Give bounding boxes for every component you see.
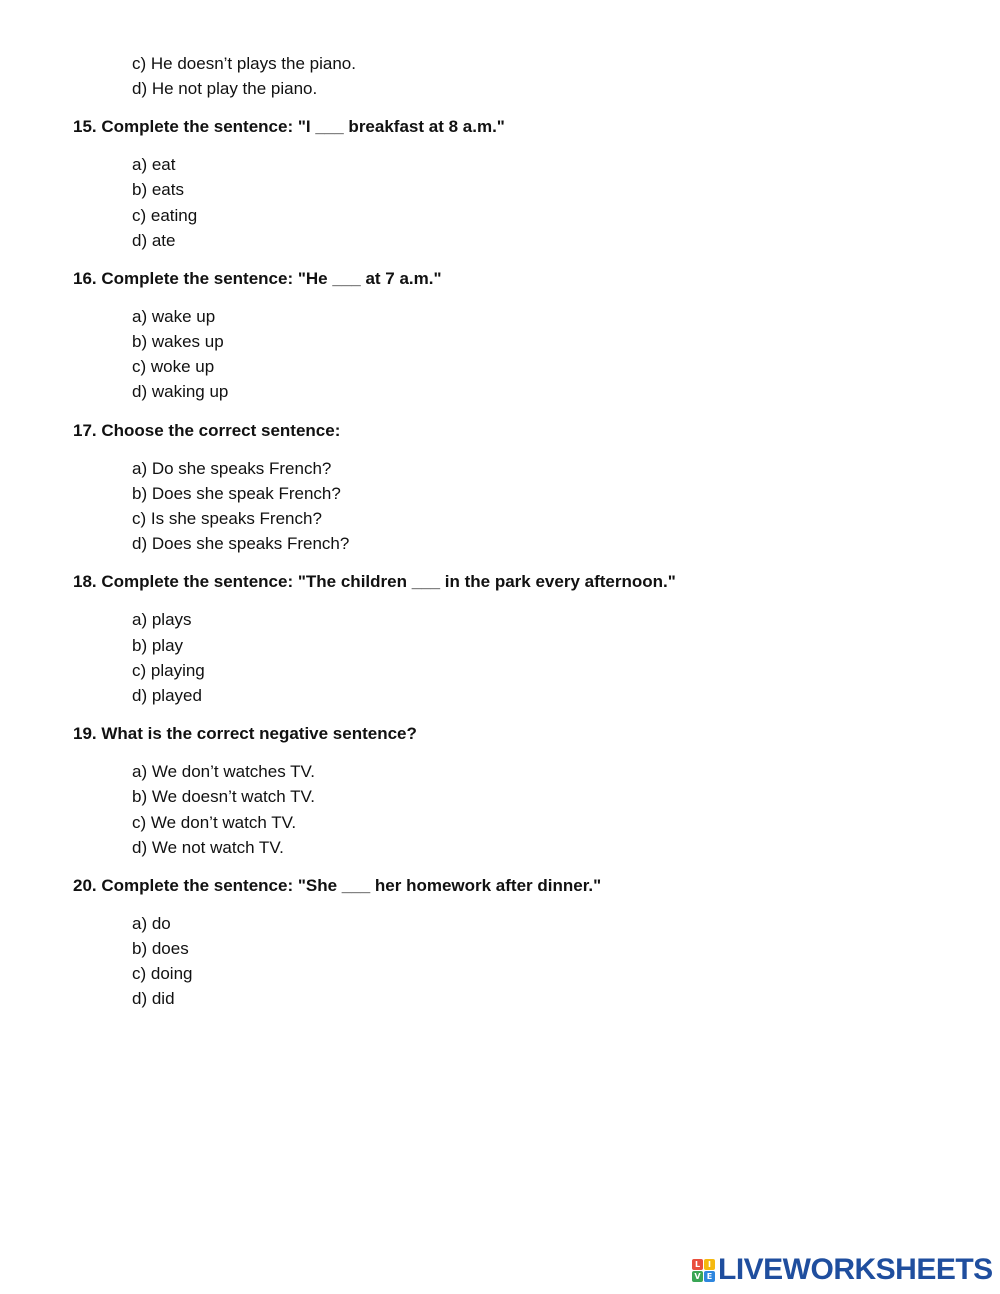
question-17-option-c: c) Is she speaks French? <box>132 509 322 528</box>
question-15-option-c: c) eating <box>132 206 198 225</box>
question-18-prompt: 18. Complete the sentence: "The children ___ in the park every afternoon." <box>73 572 676 591</box>
question-15-prompt: 15. Complete the sentence: "I ___ breakfast at 8 a.m." <box>73 117 505 136</box>
question-19-option-a: a) We don’t watches TV. <box>132 762 316 781</box>
question-19-option-b: b) We doesn’t watch TV. <box>132 787 316 806</box>
carryover-option-d: d) He not play the piano. <box>132 79 318 98</box>
question-17-option-b: b) Does she speak French? <box>132 484 341 503</box>
logo-tile-v: V <box>692 1271 703 1282</box>
question-18-option-b: b) play <box>132 636 184 655</box>
question-19-prompt: 19. What is the correct negative sentence? <box>73 724 417 743</box>
logo-tile-i: I <box>704 1259 715 1270</box>
question-20-option-d: d) did <box>132 989 175 1008</box>
question-16-option-c: c) woke up <box>132 357 215 376</box>
logo-tile-l: L <box>692 1259 703 1270</box>
question-17-option-a: a) Do she speaks French? <box>132 459 332 478</box>
question-20-prompt: 20. Complete the sentence: "She ___ her homework after dinner." <box>73 876 602 895</box>
question-16-option-a: a) wake up <box>132 307 216 326</box>
question-18-option-a: a) plays <box>132 610 192 629</box>
question-16-option-d: d) waking up <box>132 382 229 401</box>
question-18-option-d: d) played <box>132 686 202 705</box>
carryover-option-c: c) He doesn’t plays the piano. <box>132 54 356 73</box>
question-20-option-b: b) does <box>132 939 189 958</box>
question-17-option-d: d) Does she speaks French? <box>132 534 350 553</box>
liveworksheets-logo <box>692 1255 993 1285</box>
logo-wordmark: LIVEWORKSHEETS <box>718 1253 993 1286</box>
question-19-option-d: d) We not watch TV. <box>132 838 284 857</box>
logo-mark-icon <box>692 1259 715 1282</box>
question-16-option-b: b) wakes up <box>132 332 224 351</box>
question-18-option-c: c) playing <box>132 661 205 680</box>
logo-tile-e: E <box>704 1271 715 1282</box>
question-19-option-c: c) We don’t watch TV. <box>132 813 297 832</box>
question-15-option-a: a) eat <box>132 155 176 174</box>
question-20-option-c: c) doing <box>132 964 193 983</box>
question-20-option-a: a) do <box>132 914 171 933</box>
question-15-option-d: d) ate <box>132 231 176 250</box>
question-17-prompt: 17. Choose the correct sentence: <box>73 421 341 440</box>
question-15-option-b: b) eats <box>132 180 184 199</box>
question-16-prompt: 16. Complete the sentence: "He ___ at 7 a.m." <box>73 269 442 288</box>
